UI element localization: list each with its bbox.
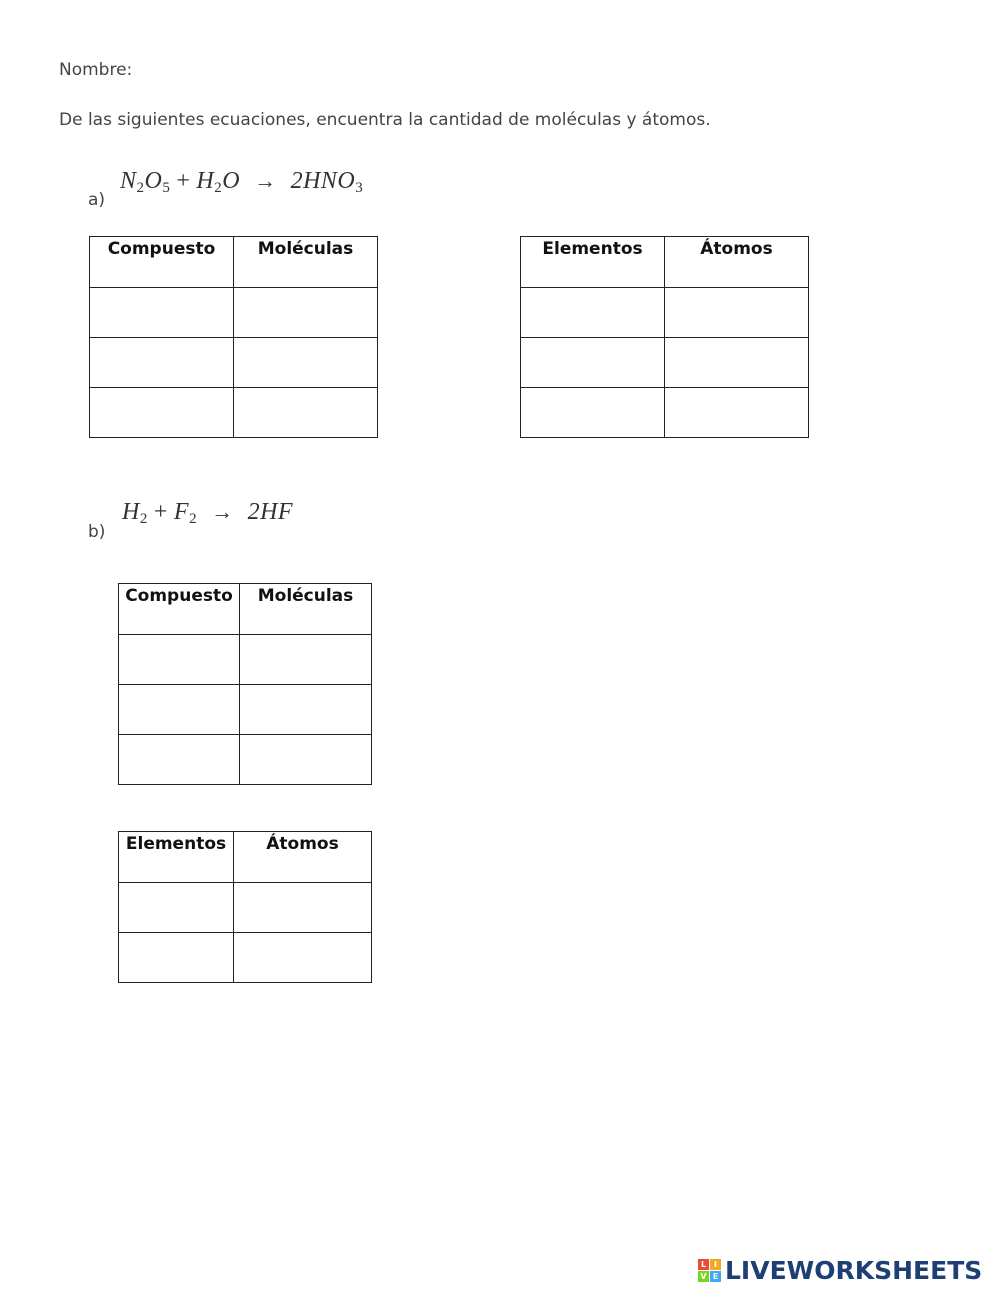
answer-cell[interactable] xyxy=(521,338,665,388)
header-atomos: Átomos xyxy=(665,237,809,288)
logo-letter: I xyxy=(710,1259,721,1270)
header-compuesto: Compuesto xyxy=(119,584,240,635)
logo-letter: L xyxy=(698,1259,709,1270)
header-moleculas: Moléculas xyxy=(234,237,378,288)
problem-b-label: b) xyxy=(88,522,106,542)
answer-cell[interactable] xyxy=(240,635,372,685)
name-label: Nombre: xyxy=(59,60,133,80)
answer-cell[interactable] xyxy=(119,883,234,933)
liveworksheets-logo[interactable] xyxy=(698,1255,982,1285)
answer-cell[interactable] xyxy=(119,735,240,785)
answer-cell[interactable] xyxy=(665,338,809,388)
answer-cell[interactable] xyxy=(234,338,378,388)
answer-cell[interactable] xyxy=(521,288,665,338)
answer-cell[interactable] xyxy=(234,388,378,438)
answer-cell[interactable] xyxy=(90,388,234,438)
logo-text: LIVEWORKSHEETS xyxy=(725,1255,983,1285)
answer-cell[interactable] xyxy=(90,338,234,388)
answer-cell[interactable] xyxy=(665,388,809,438)
logo-letter: V xyxy=(698,1271,709,1282)
answer-cell[interactable] xyxy=(521,388,665,438)
header-elementos: Elementos xyxy=(119,832,234,883)
answer-cell[interactable] xyxy=(234,288,378,338)
answer-cell[interactable] xyxy=(234,933,372,983)
instructions: De las siguientes ecuaciones, encuentra la cantidad de moléculas y átomos. xyxy=(59,110,711,130)
answer-cell[interactable] xyxy=(240,735,372,785)
header-elementos: Elementos xyxy=(521,237,665,288)
header-moleculas: Moléculas xyxy=(240,584,372,635)
header-atomos: Átomos xyxy=(234,832,372,883)
answer-cell[interactable] xyxy=(90,288,234,338)
logo-mark-icon xyxy=(698,1259,721,1282)
answer-cell[interactable] xyxy=(119,635,240,685)
header-compuesto: Compuesto xyxy=(90,237,234,288)
elements-table-a xyxy=(520,236,809,438)
answer-cell[interactable] xyxy=(119,933,234,983)
compounds-table-b xyxy=(118,583,372,785)
answer-cell[interactable] xyxy=(119,685,240,735)
answer-cell[interactable] xyxy=(234,883,372,933)
answer-cell[interactable] xyxy=(665,288,809,338)
elements-table-b xyxy=(118,831,372,983)
equation-b: $H_2 + F_2 \to 2HF$ xyxy=(122,499,294,527)
equation-a: $N_2O_5 + H_2O \to 2HNO_3$ xyxy=(120,168,364,196)
answer-cell[interactable] xyxy=(240,685,372,735)
problem-a-label: a) xyxy=(88,190,106,210)
logo-letter: E xyxy=(710,1271,721,1282)
compounds-table-a xyxy=(89,236,378,438)
